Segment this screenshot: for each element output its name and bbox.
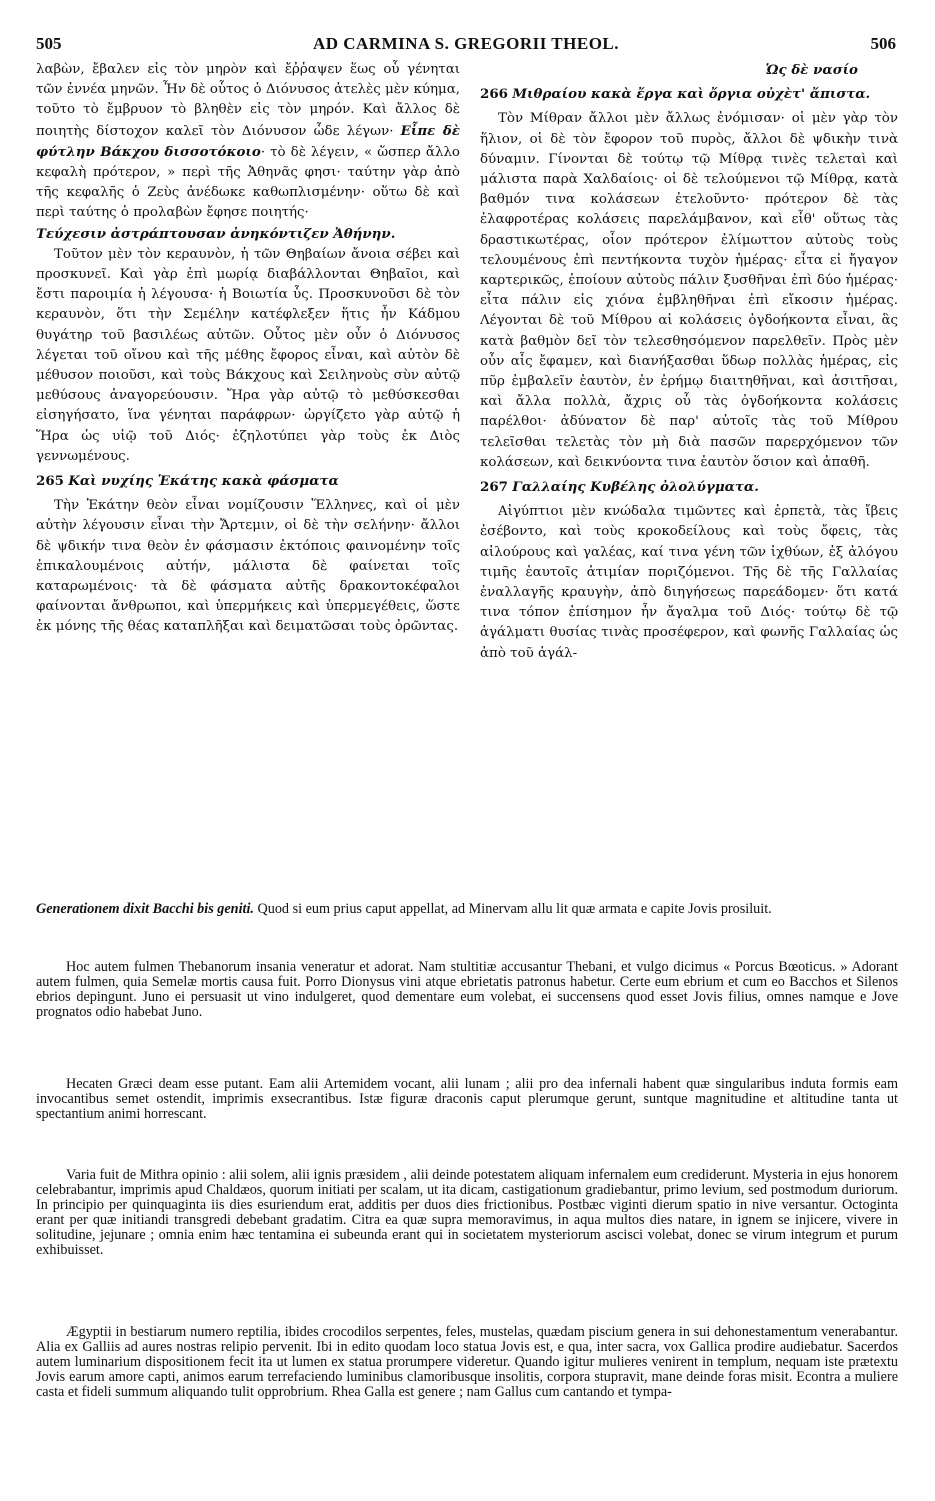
- latin-lemma: Generationem dixit Bacchi bis geniti.: [36, 901, 254, 917]
- latin-paragraph: Hecaten Græci deam esse putant. Eam alii Artemidem vocant, alii lunam ; alii pro dea infernali habent quæ singularibus induta formis eam invocantibus semet ostendit, imprimis exsecrantibus. Istæ figuræ draconis caput plerumque gerunt, suntque magnitudine et altitudine tanta ut spectantium animi horrescant.: [36, 1076, 898, 1122]
- section-title: Μιθραίου κακὰ ἔργα καὶ ὄργια οὐχὲτ' ἄπιστα.: [512, 86, 871, 103]
- section-number: 265: [36, 473, 64, 490]
- greek-column-right: [480, 60, 898, 664]
- section-heading-267: [480, 477, 898, 498]
- latin-paragraph: Hoc autem fulmen Thebanorum insania veneratur et adorat. Nam stultitiæ accusantur Thebani, et vulgo dicimus « Porcus Bœoticus. » Adorant autem fulmen, quia Semelæ mortis causa fuit. Porro Dionysus vini atque ebrietatis patronus habetur. Certe eum ebrium et cum eo Bacchos et Silenos ebrios depingunt. Juno ei persuasit ut vino indulgeret, quod dementare eum volebat, ei succensens quod esset Jovis filius, omnes namque e Jove prognatos odio habebat Juno.: [36, 959, 898, 1020]
- section-title: Γαλλαίης Κυβέλης ὀλολύγματα.: [512, 479, 759, 496]
- latin-note: [36, 1325, 898, 1400]
- running-title: AD CARMINA S. GREGORII THEOL.: [312, 34, 620, 53]
- section-title: Καὶ νυχίης Ἑκάτης κακὰ φάσματα: [68, 473, 339, 490]
- latin-note: [36, 1077, 898, 1122]
- quoted-verse: Εἶπε δὲ φύτλην Βάκχου δισσοτόκοιο: [36, 122, 460, 160]
- latin-paragraph: Varia fuit de Mithra opinio : alii solem, alii ignis præsidem , alii deinde potestatem aliquam infernalem eum crediderunt. Mysteria in ejus honorem celebrabantur, imprimis apud Chaldæos, quorum initiati per scalam, ut ita dicam, castigationum gradiebantur, primo levium, sed postmodum duriorum. In principio per quinquaginta iis dies esuriendum erat, additis per duos dies frictionibus. Postbæc viginti dierum spatio in nive versantur. Octoginta erant per quæ initiandi transgredi debebant gradatim. Citra ea quæ supra memoravimus, in aqua multos dies natare, in ignem se injicere, vivere in solitudine, jejunare ; omnia enim hæc tentamina ei subeunda erant qui in societatem mysteriorum ascisci volebat, donec se virum integrum et purum exhibuisset.: [36, 1167, 898, 1258]
- latin-paragraph: Generationem dixit Bacchi bis geniti. Quod si eum prius caput appellat, ad Minervam allu lit quæ armata e capite Jovis prosiluit.: [36, 901, 772, 917]
- greek-paragraph: Αἰγύπτιοι μὲν κνώδαλα τιμῶντες καὶ ἑρπετὰ, τὰς ἴβεις ἐσέβοντο, καὶ τοὺς κροκοδείλους καὶ τοὺς ὄφεις, τὰς αἰλούρους καὶ γαλέας, καί τινα γένη τῶν ἰχθύων, ἐξ ἀλόγου τιμῆς ἑαυτοῖς ἀτιμίαν ποριζόμενοι. Τῆς δὲ τῆς Γαλλαίας ἐναλλαγῆς κραυγὴν, ἀπὸ διηγήσεως παρεάδομεν· ὅτι κατά τινα τόπον ἐπίσημον ἦν ἄγαλμα τοῦ Διός· τούτῳ δὲ τῷ ἀγάλματι θυσίας τινὰς προσέφερον, καὶ φωνῆς Γαλλαίας ὡς ἀπὸ τοῦ ἀγάλ-: [480, 504, 898, 661]
- greek-paragraph: Τοῦτον μὲν τὸν κεραυνὸν, ἡ τῶν Θηβαίων ἄνοια σέβει καὶ προσκυνεῖ. Καὶ γὰρ ἐπὶ μωρίᾳ διαβάλλονται Θηβαῖοι, καὶ ἔστι παροιμία ἡ λέγουσα· ἡ Βοιωτία ὗς. Προσκυνοῦσι δὲ τὸν κεραυνὸν, ὅτι τὴν Σεμέλην κατέφλεξεν ἥτις ἦν Κάδμου θυγάτηρ τοῦ βασιλέως αὐτῶν. Οὗτος μὲν οὖν ὁ Διόνυσος λέγεται τοῦ οἴνου καὶ τῆς μέθης ἔφορος εἶναι, καὶ αὐτὸν δὲ μέθυσον ποιοῦσι, καὶ τοὺς Βάκχους καὶ Σειληνοὺς σὺν αὐτῷ μεθύσους ἀναγορεύουσιν. Ἥρα γὰρ αὐτῷ τὸ μεθύσκεσθαι εἰσηγήσατο, ἵνα γένηται παράφρων· ὠργίζετο γὰρ αὐτῷ ἡ Ἥρα ὡς υἱῷ τοῦ Διός· ἐζηλοτύπει γὰρ τοὺς ἐκ Διὸς γεννωμένους.: [36, 246, 460, 464]
- section-heading-265: [36, 471, 460, 492]
- section-heading-266: [480, 84, 898, 105]
- quoted-verse: Ὡς δὲ νασίο: [765, 62, 858, 78]
- quoted-verse: Τεύχεσιν ἀστράπτουσαν ἀνηκόντιζεν Ἀθήνην.: [36, 225, 396, 242]
- section-number: 266: [480, 86, 508, 103]
- latin-paragraph: Ægyptii in bestiarum numero reptilia, ibides crocodilos serpentes, feles, mustelas, quædam piscium genera in sui dehonestamentum venerabantur. Alia ex Galliis ad aures nostras relipio pervenit. Ibi in edito quodam loco statua Jovis est, e qua, inter sacra, vox Gallica prodire audiebatur. Sacerdos autem luminarium dispositionem fecit ita ut lumen ex statua prorumpere videretur. Quando igitur mulieres venirent in templum, nequam iste prætextu Jovis earum amore capti, animos earum terrefaciendo luminibus clamoribusque insolitis, corpora stupravit, mane deinde foras misit. Econtra a muliere casta et fideli summum aliquando tulit opprobrium. Rhea Galla est genere ; nam Gallus cum cantando et tympa-: [36, 1324, 898, 1400]
- latin-note: [36, 902, 898, 917]
- greek-paragraph: Τὸν Μίθραν ἄλλοι μὲν ἄλλως ἐνόμισαν· οἱ μὲν γὰρ τὸν ἥλιον, οἱ δὲ τὸν ἔφορον τοῦ πυρὸς, ἄλλοι δὲ ψδικὴν τινὰ δύναμιν. Γίνονται δὲ τούτῳ τῷ Μίθρᾳ τινὲς τελεταὶ καὶ μάλιστα παρὰ Χαλδαίοις· οἱ δὲ τελούμενοι τῷ Μίθρᾳ, κατὰ βαθμόν τινα κολάσεων ἐτελοῦντο· πρότερον δὲ τὰς ἐλαφροτέρας κολάσεις παρελάμβανον, καὶ εἶθ' οὕτως τὰς δραστικωτέρας, οἷον πρότερον ἐλίμωττον αὐτοὺς τοὺς τελουμένους ἐπὶ πεντήκοντα τυχὸν ἡμέρας· εἶτα εἰ ἤγαγον καρτερικῶς, ἐποίουν αὐτοὺς πάλιν ξυσθῆναι ἐπὶ δύο ἡμέρας· εἶτα πάλιν εἰς χιόνα ἐμβληθῆναι ἐπὶ εἴκοσιν ἡμέρας. Λέγονται δὲ τοῦ Μίθρου αἱ κολάσεις ὀγδοήκοντα εἶναι, ἃς κατὰ βαθμὸν δεῖ τὸν τελεσθησόμενον παρελθεῖν. Πρὸς μὲν οὖν αἷς ἔφαμεν, καὶ διανήξασθαι ὕδωρ πολλὰς ἡμέρας, εἰς πῦρ ἐμβαλεῖν ἑαυτὸν, ἐν ἐρήμῳ διαιτηθῆναι, καὶ ἀσιτῆσαι, καὶ ἄλλα πολλὰ, ἄχρις οὗ τὰς ὀγδοήκοντα κολάσεις παρέλθοι· ἀδύνατον δὲ παρ' αὐτοῖς τὰς τοῦ Μίθρου τελεῖσθαι τελετὰς τὸν μὴ διὰ πασῶν παρερχόμενον τῶν κολάσεων, καὶ δεικνύοντα τινα ἑαυτὸν ὅσιον καὶ ἀπαθῆ.: [480, 111, 898, 470]
- page-number-right: 506: [870, 34, 896, 53]
- greek-column-left: [36, 60, 460, 638]
- greek-paragraph: λαβὼν, ἔβαλεν εἰς τὸν μηρὸν καὶ ἔῤῥαψεν ἕως οὗ γένηται τῶν ἐννέα μηνῶν. Ἦν δὲ οὗτος ὁ Διόνυσος ἀτελὲς μὲν κύημα, τοῦτο τὸ ἔμβρυον τὸ βληθὲν εἰς τὸν μηρόν. Καὶ ἄλλος δὲ ποιητὴς δίστοχον καλεῖ τὸν Διόνυσον ὧδε λέγων· Εἶπε δὲ φύτλην Βάκχου δισσοτόκοιο· τὸ δὲ λέγειν, « ὥσπερ ἄλλο κεφαλὴ πρότερον, » περὶ τῆς Ἀθηνᾶς φησι· ταύτην γὰρ ἀπὸ τῆς κεφαλῆς ὁ Ζεὺς ἀνέδωκε καθωπλισμένην· οὕτω δὲ καὶ περὶ ταύτης ὁ προλαβὼν ἔφησε ποιητής· Τεύχεσιν ἀστράπτουσαν ἀνηκόντιζεν Ἀθήνην.: [36, 62, 460, 242]
- running-header: [36, 34, 896, 58]
- page-number-left: 505: [36, 34, 62, 53]
- latin-note: [36, 1168, 898, 1258]
- greek-paragraph: Τὴν Ἑκάτην θεὸν εἶναι νομίζουσιν Ἕλληνες, καὶ οἱ μὲν αὐτὴν λέγουσιν εἶναι τὴν Ἄρτεμιν, οἱ δὲ τὴν σελήνην· ἄλλοι δὲ ψδικήν τινα θεὸν ἐν φάσμασιν ἐκτόποις φαινομένην τοῖς ἐπικαλουμένοις αὐτήν, μάλιστα δὲ φαίνεται τοῖς καταρωμένοις· τὰ δὲ φάσματα αὐτῆς δρακοντοκέφαλοι φαίνονται ἄνθρωποι, καὶ ὑπερμήκεις καὶ ὑπερμεγέθεις, ὥστε ἐκ μόνης τῆς θέας καταπλῆξαι καὶ δειματῶσαι τοὺς ὁρῶντας.: [36, 498, 460, 635]
- section-number: 267: [480, 479, 508, 496]
- latin-note: [36, 960, 898, 1020]
